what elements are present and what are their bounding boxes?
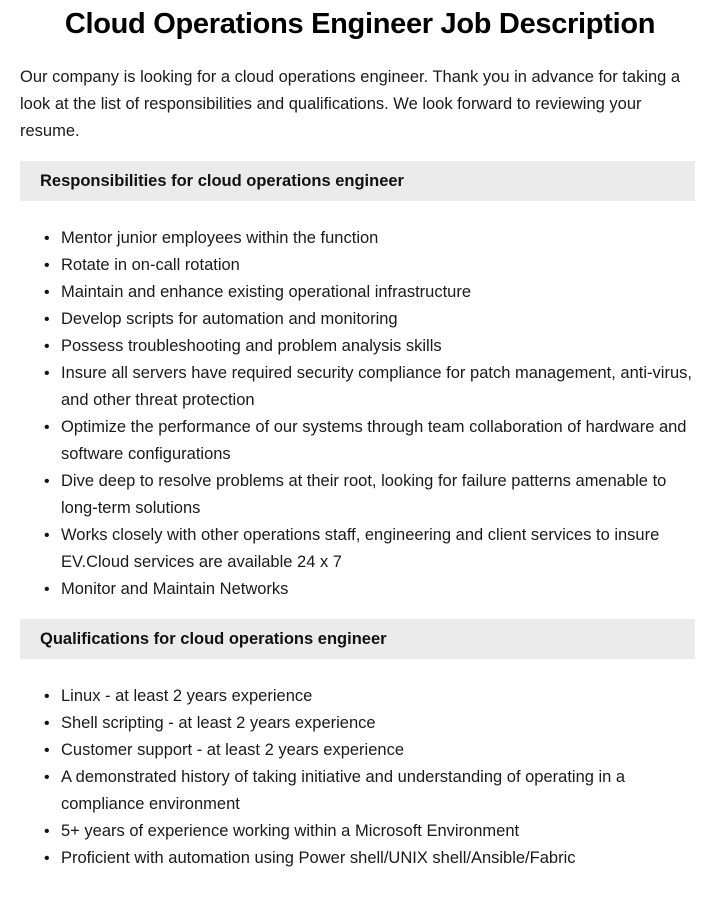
list-item: • Possess troubleshooting and problem analysis skills [61,333,700,360]
qualifications-section [20,619,700,872]
list-item: • Mentor junior employees within the function [61,225,700,252]
responsibilities-heading: Responsibilities for cloud operations engineer [20,161,695,201]
qualifications-list [20,683,700,872]
list-item: • A demonstrated history of taking initiative and understanding of operating in a compliance environment [61,764,700,818]
list-item: • Linux - at least 2 years experience [61,683,700,710]
page-title: Cloud Operations Engineer Job Description [64,8,656,40]
list-item: • Develop scripts for automation and monitoring [61,306,700,333]
list-item: • Monitor and Maintain Networks [61,576,700,603]
list-item: • 5+ years of experience working within a Microsoft Environment [61,818,700,845]
list-item: • Dive deep to resolve problems at their root, looking for failure patterns amenable to long-term solutions [61,468,700,522]
list-item: • Insure all servers have required security compliance for patch management, anti-virus, and other threat protection [61,360,700,414]
list-item: • Proficient with automation using Power shell/UNIX shell/Ansible/Fabric [61,845,700,872]
list-item: • Customer support - at least 2 years experience [61,737,700,764]
responsibilities-list [20,225,700,603]
list-item: • Maintain and enhance existing operational infrastructure [61,279,700,306]
responsibilities-section [20,161,700,603]
list-item: • Optimize the performance of our systems through team collaboration of hardware and software configurations [61,414,700,468]
intro-paragraph: Our company is looking for a cloud operations engineer. Thank you in advance for taking a look at the list of responsibilities and qualifications. We look forward to reviewing your resume. [20,68,681,140]
qualifications-heading: Qualifications for cloud operations engineer [20,619,695,659]
list-item: • Works closely with other operations staff, engineering and client services to insure EV.Cloud services are available 24 x 7 [61,522,700,576]
list-item: • Rotate in on-call rotation [61,252,700,279]
list-item: • Shell scripting - at least 2 years experience [61,710,700,737]
